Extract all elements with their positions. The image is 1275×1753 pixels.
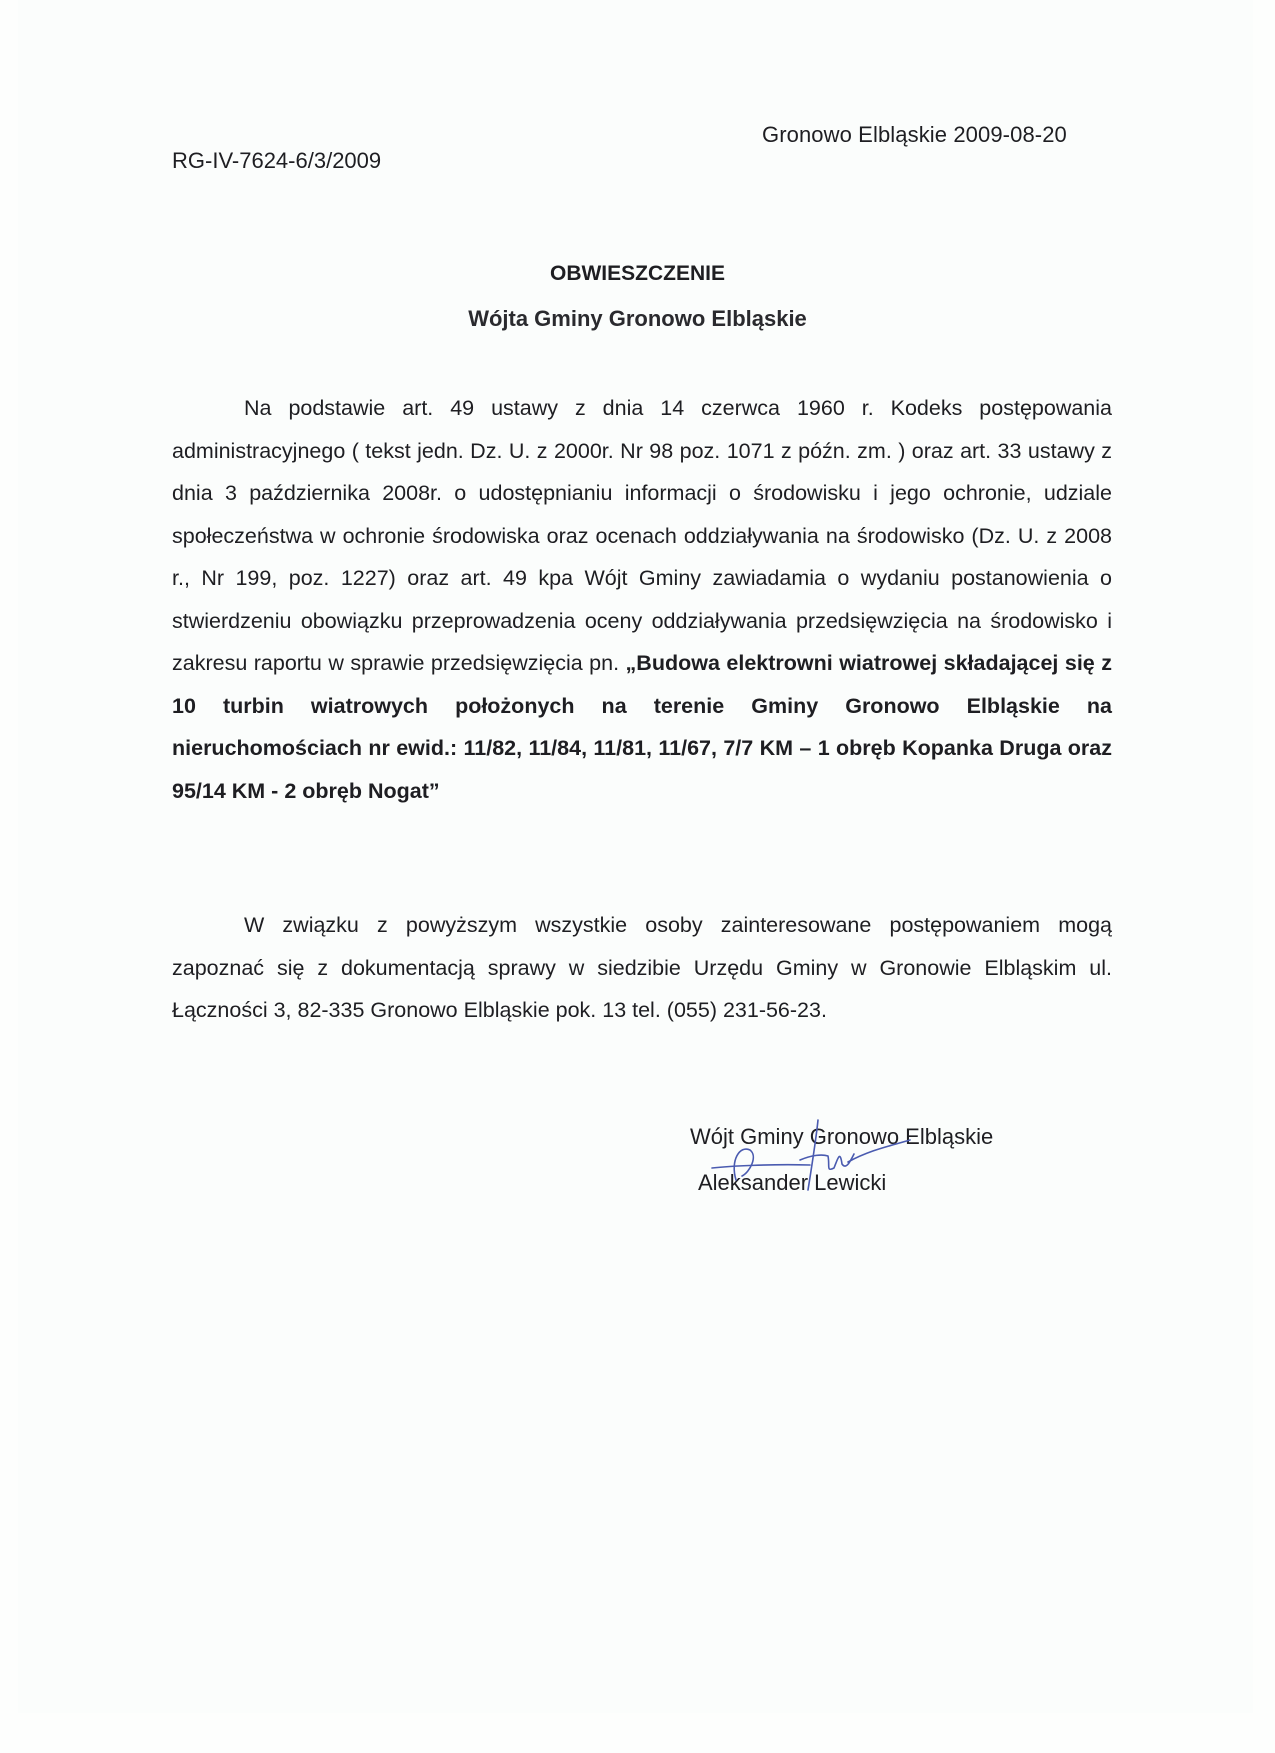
document-subtitle: Wójta Gminy Gronowo Elbląskie <box>468 306 807 331</box>
paragraph-1-intro: Na podstawie art. 49 ustawy z dnia 14 czerwca 1960 r. Kodeks postępowania administracyjnego ( tekst jedn. Dz. U. z 2000r. Nr 98 poz. 1071 z późn. zm. ) oraz art. 33 ustawy z dnia 3 października 2008r. o udostępnianiu informacji o środowisku i jego ochronie, udziale społeczeństwa w ochronie środowiska oraz ocenach oddziaływania na środowisko (Dz. U. z 2008 r., Nr 199, poz. 1227) oraz art. 49 kpa Wójt Gminy zawiadamia o wydaniu postanowienia o stwierdzeniu obowiązku przeprowadzenia oceny oddziaływania przedsięwzięcia na środowisko i zakresu raportu w sprawie przedsięwzięcia pn. <box>172 396 1112 675</box>
project-name: „Budowa elektrowni wiatrowej składającej się z 10 turbin wiatrowych położonych na terenie Gminy Gronowo Elbląskie na nieruchomościach nr ewid.: 11/82, 11/84, 11/81, 11/67, 7/7 KM – 1 obręb Kopanka Druga oraz 95/14 KM - 2 obręb Nogat” <box>172 651 1112 803</box>
handwritten-signature <box>700 1110 930 1220</box>
body-paragraph-1 <box>172 387 1112 812</box>
signature-stroke <box>712 1165 810 1168</box>
reference-number: RG-IV-7624-6/3/2009 <box>172 148 382 173</box>
scanned-page <box>18 0 1253 1713</box>
signature-stroke <box>800 1154 854 1169</box>
body-paragraph-2: W związku z powyższym wszystkie osoby zainteresowane postępowaniem mogą zapoznać się z dokumentacją sprawy w siedzibie Urzędu Gminy w Gronowie Elbląskim ul. Łączności 3, 82-335 Gronowo Elbląskie pok. 13 tel. (055) 231-56-23. <box>172 913 1112 1022</box>
signature-stroke <box>848 1140 910 1162</box>
document-title: OBWIESZCZENIE <box>549 262 725 285</box>
place-date: Gronowo Elbląskie 2009-08-20 <box>762 122 1067 147</box>
signatory-title: Wójt Gminy Gronowo Elbląskie <box>690 1124 994 1149</box>
signatory-name: Aleksander Lewicki <box>698 1170 887 1195</box>
